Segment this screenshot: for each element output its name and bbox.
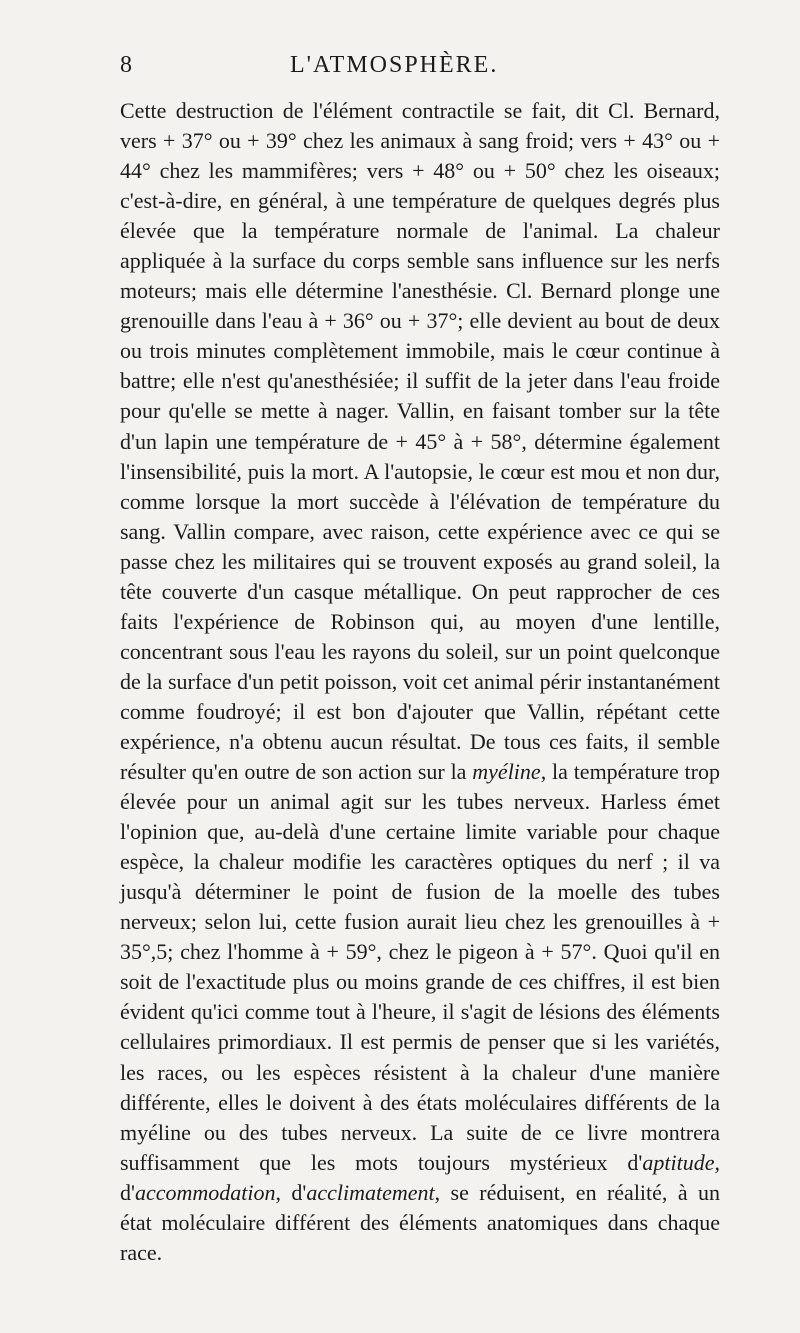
paragraph-text-3: , d': [120, 1149, 720, 1205]
running-title: L'ATMOSPHÈRE.: [290, 52, 499, 78]
italic-term-acclimatement: acclimatement: [306, 1179, 435, 1205]
body-paragraph: [120, 96, 720, 1268]
paragraph-text-5: , se réduisent, en réalité, à un état moléculaire différent des éléments anatomiques dans chaque race.: [120, 1179, 720, 1265]
paragraph-text-4: , d': [275, 1179, 307, 1205]
page-header: [120, 52, 720, 82]
italic-term-aptitude: aptitude: [642, 1149, 715, 1175]
italic-term-myeline: myéline: [472, 759, 541, 785]
paragraph-text-2: , la température trop élevée pour un animal agit sur les tubes nerveux. Harless émet l'opinion que, au-delà d'une certaine limite variable pour chaque espèce, la chaleur modifie les caractères optiques du nerf ; il va jusqu'à déterminer le point de fusion de la moelle des tubes nerveux; selon lui, cette fusion aurait lieu chez les grenouilles à + 35°,5; chez l'homme à + 59°, chez le pigeon à + 57°. Quoi qu'il en soit de l'exactitude plus ou moins grande de ces chiffres, il est bien évident qu'ici comme tout à l'heure, il s'agit de lésions des éléments cellulaires primordiaux. Il est permis de penser que si les variétés, les races, ou les espèces résistent à la chaleur d'une manière différente, elles le doivent à des états moléculaires différents de la myéline ou des tubes nerveux. La suite de ce livre montrera suffisamment que les mots toujours mystérieux d': [120, 759, 720, 1175]
italic-term-accommodation: accommodation: [134, 1179, 276, 1205]
page-number: 8: [120, 52, 133, 78]
paragraph-text-1: Cette destruction de l'élément contractile se fait, dit Cl. Bernard, vers + 37° ou + 39° chez les animaux à sang froid; vers + 43° ou + 44° chez les mammifères; vers + 48° ou + 50° chez les oiseaux; c'est-à-dire, en général, à une température de quelques degrés plus élevée que la température normale de l'animal. La chaleur appliquée à la surface du corps semble sans influence sur les nerfs moteurs; mais elle détermine l'anesthésie. Cl. Bernard plonge une grenouille dans l'eau à + 36° ou + 37°; elle devient au bout de deux ou trois minutes complètement immobile, mais le cœur continue à battre; elle n'est qu'anesthésiée; il suffit de la jeter dans l'eau froide pour qu'elle se mette à nager. Vallin, en faisant tomber sur la tête d'un lapin une température de + 45° à + 58°, détermine également l'insensibilité, puis la mort. A l'autopsie, le cœur est mou et non dur, comme lorsque la mort succède à l'élévation de température du sang. Vallin compare, avec raison, cette expérience avec ce qui se passe chez les militaires qui se trouvent exposés au grand soleil, la tête couverte d'un casque métallique. On peut rapprocher de ces faits l'expérience de Robinson qui, au moyen d'une lentille, concentrant sous l'eau les rayons du soleil, sur un point quelconque de la surface d'un petit poisson, voit cet animal périr instantanément comme foudroyé; il est bon d'ajouter que Vallin, répétant cette expérience, n'a obtenu aucun résultat. De tous ces faits, il semble résulter qu'en outre de son action sur la: [120, 98, 720, 785]
